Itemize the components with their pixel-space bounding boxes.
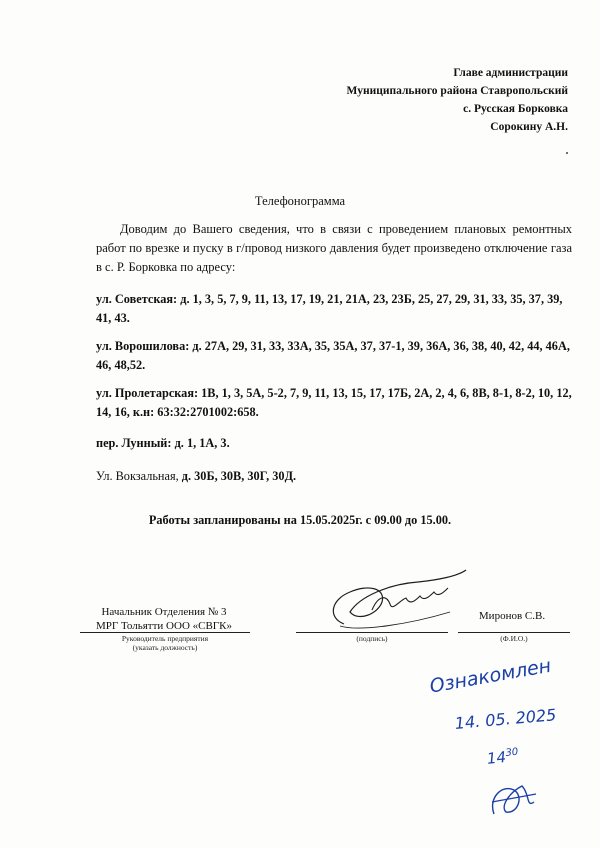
handwritten-initials	[410, 668, 590, 848]
street-houses: д. 30Б, 30В, 30Г, 30Д.	[178, 469, 297, 483]
street-name: ул. Ворошилова:	[96, 339, 190, 353]
ink-signature	[320, 566, 470, 642]
handwritten-acknowledgement: Ознакомлен	[428, 654, 553, 698]
street-name: пер. Лунный:	[96, 436, 172, 450]
handwritten-time-hours: 14	[486, 748, 507, 768]
street-houses: д. 1, 3, 5, 7, 9, 11, 13, 17, 19, 21, 21А, 23, 23Б, 25, 27, 29, 31, 33, 35, 37, 39, 41, 43.	[96, 292, 563, 325]
position-underline	[80, 632, 250, 633]
street-name: ул. Советская:	[96, 292, 178, 306]
stray-dot	[566, 152, 568, 154]
position-caption-1: Руководитель предприятия	[121, 634, 209, 643]
document-title: Телефонограмма	[254, 194, 346, 208]
street-paragraph	[96, 467, 578, 486]
position-caption-2: (указать должность)	[132, 643, 198, 652]
addressee-line-1: Главе администрации	[453, 67, 568, 79]
street-paragraph	[96, 290, 578, 328]
position-caption	[80, 634, 250, 652]
signer-name: Миронов С.В.	[478, 610, 546, 622]
addressee-block	[347, 64, 568, 136]
street-name: Ул. Вокзальная,	[96, 469, 179, 483]
street-paragraph	[96, 384, 578, 422]
street-paragraph	[96, 337, 578, 375]
handwritten-time-minutes: 30	[504, 746, 519, 759]
position-line-2: МРГ Тольятти ООО «СВГК»	[95, 620, 233, 632]
signer-position	[80, 605, 248, 633]
name-caption: (Ф.И.О.)	[500, 634, 528, 643]
street-name: ул. Пролетарская:	[96, 386, 199, 400]
work-schedule: Работы запланированы на 15.05.2025г. с 09.00 до 15.00.	[148, 513, 452, 527]
position-line-1: Начальник Отделения № 3	[101, 606, 227, 618]
addressee-line-3: с. Русская Борковка	[463, 103, 568, 115]
street-houses: 1В, 1, 3, 5А, 5-2, 7, 9, 11, 13, 15, 17, 17Б, 2А, 2, 4, 6, 8В, 8-1, 8-2, 10, 12, 14, 16, к.н: 63:32:2701002:658.	[96, 386, 572, 419]
signature-caption: (подпись)	[356, 634, 388, 643]
street-houses: д. 1, 1А, 3.	[171, 436, 230, 450]
street-houses: д. 27А, 29, 31, 33, 33А, 35, 35А, 37, 37-1, 39, 36А, 36, 38, 40, 42, 44, 46А, 46, 48,52.	[96, 339, 570, 372]
addressee-line-4: Сорокину А.Н.	[490, 121, 568, 133]
handwritten-date: 14. 05. 2025	[454, 705, 558, 733]
street-paragraph	[96, 434, 578, 453]
addressee-line-2: Муниципального района Ставропольский	[346, 85, 568, 97]
intro-paragraph: Доводим до Вашего сведения, что в связи с проведением плановых ремонтных работ по врезке и пуску в г/провод низкого давления будет произведено отключение газа в с. Р. Борковка по адресу:	[96, 222, 572, 274]
name-underline	[458, 632, 570, 633]
